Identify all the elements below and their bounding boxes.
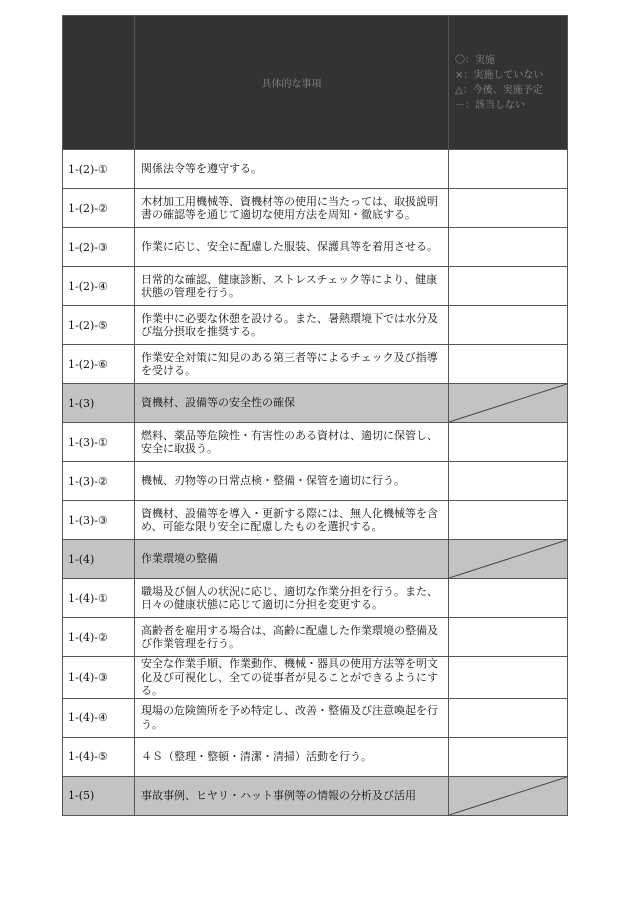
item-code: 1-(4)-⑤	[63, 737, 135, 776]
check-cell[interactable]	[449, 737, 568, 776]
check-cell[interactable]	[449, 698, 568, 737]
legend-not-applicable: －：該当しない	[455, 99, 525, 111]
header-item-heading: 具体的な事項	[135, 16, 449, 150]
table-row	[63, 150, 568, 189]
item-text: 作業安全対策に知見のある第三者等によるチェック及び指導を受ける。	[135, 345, 449, 384]
item-text: 燃料、薬品等危険性・有害性のある資材は、適切に保管し、安全に取扱う。	[135, 423, 449, 462]
item-code: 1-(3)-①	[63, 423, 135, 462]
legend-not-implemented: ×：実施していない	[455, 69, 544, 81]
item-text: 現場の危険箇所を予め特定し、改善・整備及び注意喚起を行う。	[135, 698, 449, 737]
item-code: 1-(4)-④	[63, 698, 135, 737]
checklist-body	[63, 150, 568, 816]
check-cell[interactable]	[449, 579, 568, 618]
item-text: 機械、刃物等の日常点検・整備・保管を適切に行う。	[135, 462, 449, 501]
item-text: 職場及び個人の状況に応じ、適切な作業分担を行う。また、日々の健康状態に応じて適切に分担を変更する。	[135, 579, 449, 618]
item-code: 1-(4)-①	[63, 579, 135, 618]
table-row	[63, 737, 568, 776]
item-code: 1-(4)	[63, 540, 135, 579]
check-cell[interactable]	[449, 267, 568, 306]
table-row	[63, 306, 568, 345]
section-title: 資機材、設備等の安全性の確保	[135, 384, 449, 423]
check-cell[interactable]	[449, 189, 568, 228]
table-row	[63, 267, 568, 306]
item-code: 1-(4)-③	[63, 657, 135, 699]
check-cell[interactable]	[449, 501, 568, 540]
item-text: ４Ｓ（整理・整頓・清潔・清掃）活動を行う。	[135, 737, 449, 776]
table-row	[63, 228, 568, 267]
check-cell-disabled	[449, 776, 568, 815]
check-cell[interactable]	[449, 462, 568, 501]
item-text: 作業に応じ、安全に配慮した服装、保護具等を着用させる。	[135, 228, 449, 267]
header-legend	[449, 16, 568, 150]
check-cell[interactable]	[449, 618, 568, 657]
item-code: 1-(3)-③	[63, 501, 135, 540]
check-cell[interactable]	[449, 657, 568, 699]
item-code: 1-(3)-②	[63, 462, 135, 501]
item-text: 高齢者を雇用する場合は、高齢に配慮した作業環境の整備及び作業管理を行う。	[135, 618, 449, 657]
table-row	[63, 501, 568, 540]
item-code: 1-(3)	[63, 384, 135, 423]
item-code: 1-(2)-④	[63, 267, 135, 306]
item-code: 1-(2)-③	[63, 228, 135, 267]
section-row	[63, 540, 568, 579]
item-code: 1-(2)-⑤	[63, 306, 135, 345]
legend-implemented: 〇：実施	[455, 54, 495, 66]
table-header-row	[63, 16, 568, 150]
table-row	[63, 189, 568, 228]
table-row	[63, 657, 568, 699]
item-text: 作業中に必要な休憩を設ける。また、暑熱環境下では水分及び塩分摂取を推奨する。	[135, 306, 449, 345]
table-row	[63, 462, 568, 501]
legend-planned: △：今後、実施予定	[455, 84, 543, 96]
diagonal-slash	[449, 384, 567, 422]
check-cell-disabled	[449, 384, 568, 423]
table-row	[63, 579, 568, 618]
diagonal-slash	[449, 540, 567, 578]
safety-checklist-table	[62, 15, 568, 816]
item-code: 1-(2)-①	[63, 150, 135, 189]
section-row	[63, 384, 568, 423]
check-cell[interactable]	[449, 423, 568, 462]
header-code-cell	[63, 16, 135, 150]
item-text: 日常的な確認、健康診断、ストレスチェック等により、健康状態の管理を行う。	[135, 267, 449, 306]
item-code: 1-(2)-②	[63, 189, 135, 228]
section-title: 作業環境の整備	[135, 540, 449, 579]
section-row	[63, 776, 568, 815]
check-cell[interactable]	[449, 150, 568, 189]
table-row	[63, 423, 568, 462]
section-title: 事故事例、ヒヤリ・ハット事例等の情報の分析及び活用	[135, 776, 449, 815]
check-cell[interactable]	[449, 306, 568, 345]
diagonal-slash	[449, 777, 567, 815]
item-text: 関係法令等を遵守する。	[135, 150, 449, 189]
table-row	[63, 345, 568, 384]
item-text: 資機材、設備等を導入・更新する際には、無人化機械等を含め、可能な限り安全に配慮したものを選択する。	[135, 501, 449, 540]
table-row	[63, 698, 568, 737]
item-code: 1-(5)	[63, 776, 135, 815]
item-text: 木材加工用機械等、資機材等の使用に当たっては、取扱説明書の確認等を通じて適切な使用方法を周知・徹底する。	[135, 189, 449, 228]
check-cell[interactable]	[449, 345, 568, 384]
item-code: 1-(4)-②	[63, 618, 135, 657]
check-cell-disabled	[449, 540, 568, 579]
item-text: 安全な作業手順、作業動作、機械・器具の使用方法等を明文化及び可視化し、全ての従事者が見ることができるようにする。	[135, 657, 449, 699]
item-code: 1-(2)-⑥	[63, 345, 135, 384]
check-cell[interactable]	[449, 228, 568, 267]
table-row	[63, 618, 568, 657]
